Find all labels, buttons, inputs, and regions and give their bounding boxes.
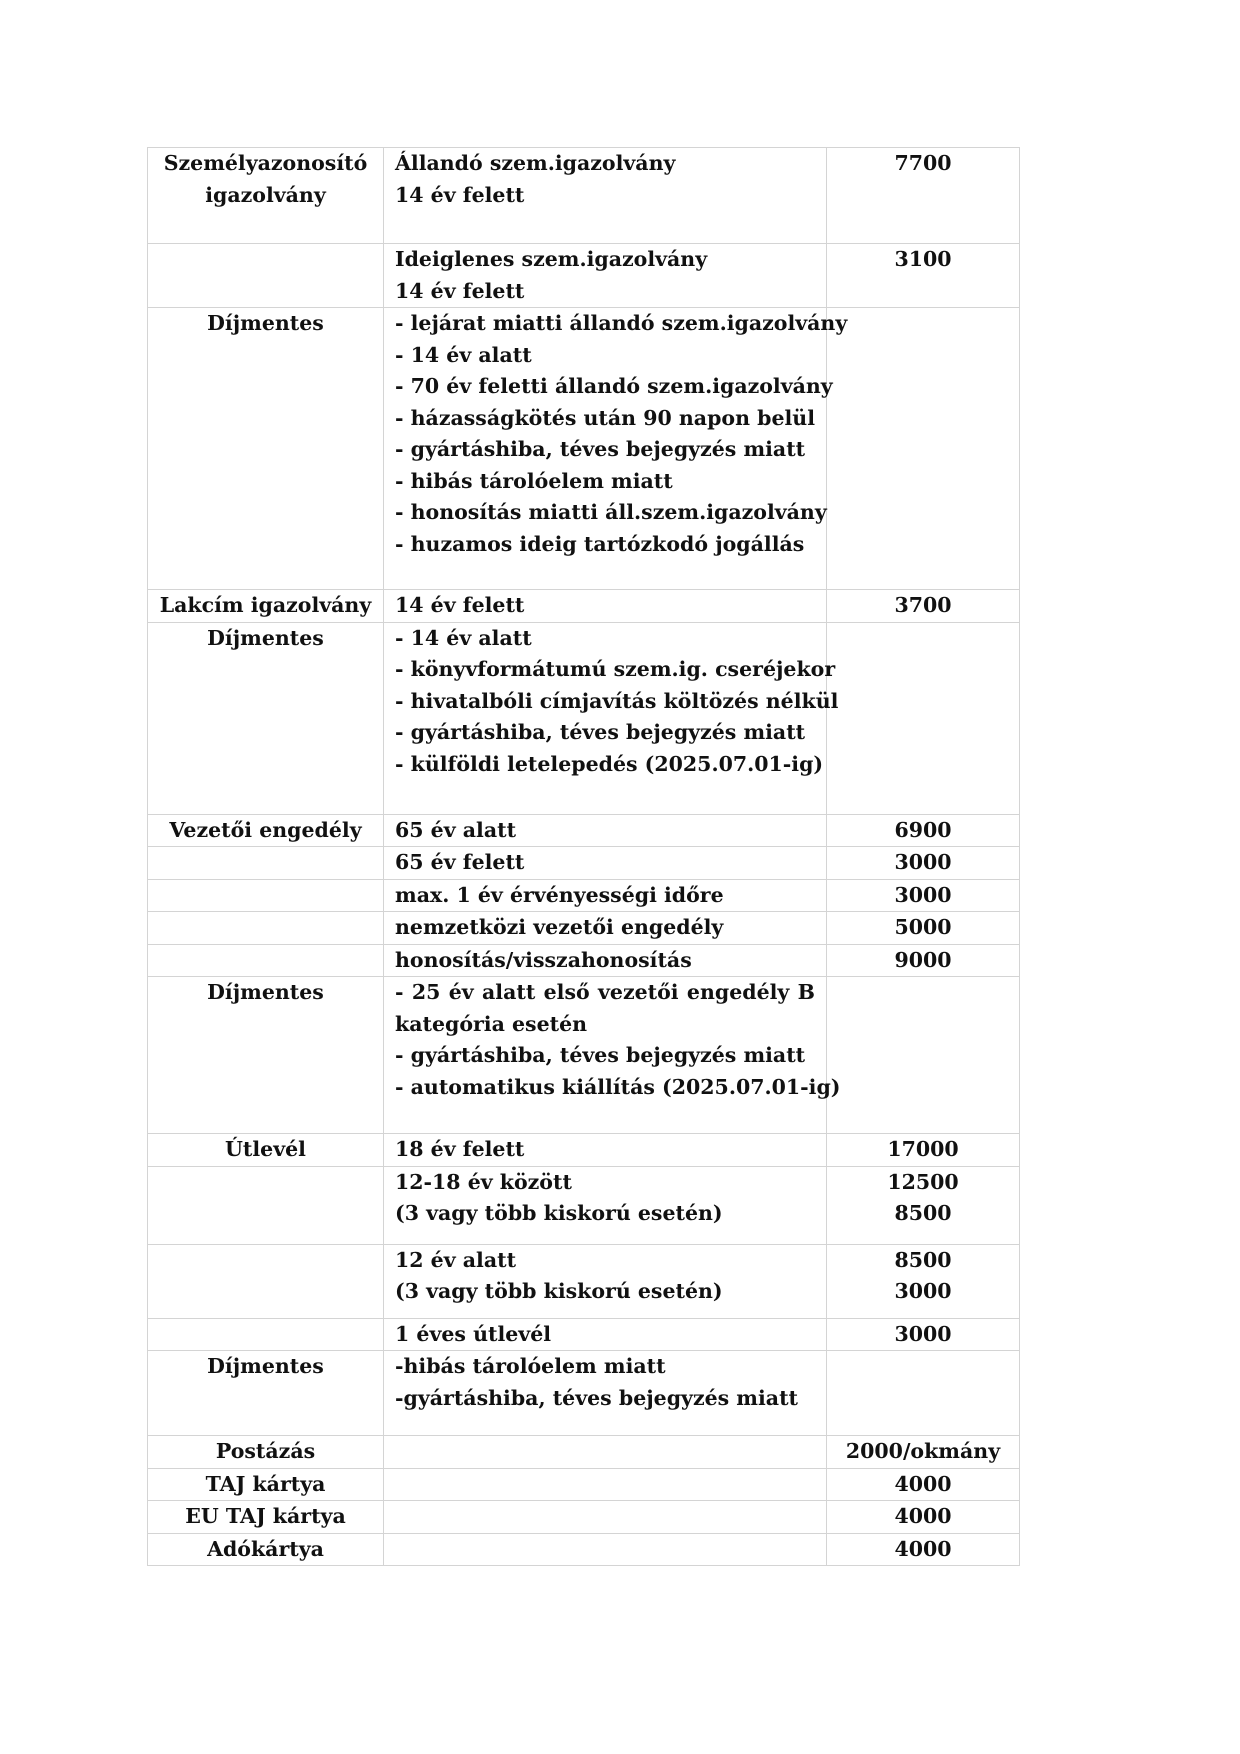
table-row <box>148 1351 1020 1436</box>
table-row <box>148 148 1020 244</box>
cell-line: 65 év felett <box>395 850 525 874</box>
cell-line: - 14 év alatt <box>395 342 532 367</box>
price-cell <box>827 622 1020 814</box>
cell-line: 12-18 év között <box>395 1169 572 1194</box>
description-cell <box>384 308 848 590</box>
cell-line: Lakcím igazolvány <box>159 593 372 617</box>
category-cell <box>148 244 384 308</box>
category-cell <box>148 1166 384 1244</box>
description-cell <box>384 1166 827 1244</box>
table-row <box>148 944 1020 977</box>
cell-line: Díjmentes <box>207 625 324 650</box>
cell-line: - hivatalbóli címjavítás költözés nélkül <box>395 688 839 713</box>
category-cell <box>148 1468 384 1501</box>
price-cell <box>827 1244 1020 1318</box>
cell-line: 3100 <box>894 247 952 271</box>
cell-line: 1 éves útlevél <box>395 1321 552 1346</box>
cell-line: Díjmentes <box>207 980 324 1004</box>
description-cell <box>384 148 827 244</box>
price-cell <box>827 879 1020 912</box>
price-cell <box>827 1468 1020 1501</box>
description-cell <box>384 244 827 308</box>
cell-line: (3 vagy több kiskorú esetén) <box>395 1279 723 1303</box>
description-cell <box>384 879 827 912</box>
cell-line: nemzetközi vezetői engedély <box>395 915 724 939</box>
description-cell <box>384 1134 827 1167</box>
description-cell <box>384 1468 827 1501</box>
price-cell <box>827 944 1020 977</box>
description-cell <box>384 944 827 977</box>
cell-line: 4000 <box>894 1504 952 1528</box>
description-cell <box>384 1244 827 1318</box>
price-cell <box>827 308 1020 590</box>
table-row <box>148 622 1020 814</box>
cell-line: Személyazonosító <box>163 151 368 175</box>
price-cell <box>827 1533 1020 1566</box>
fee-table-body <box>148 148 1020 1566</box>
category-cell <box>148 1436 384 1469</box>
price-cell <box>827 912 1020 945</box>
cell-line: - könyvformátumú szem.ig. cseréjekor <box>395 657 836 681</box>
cell-line: - gyártáshiba, téves bejegyzés miatt <box>395 720 806 744</box>
price-cell <box>827 1351 1020 1436</box>
description-cell <box>384 814 827 847</box>
category-cell <box>148 1533 384 1566</box>
price-cell <box>827 1166 1020 1244</box>
description-cell <box>384 1318 827 1351</box>
fee-table <box>147 147 1020 1566</box>
price-cell <box>827 1318 1020 1351</box>
table-row <box>148 1533 1020 1566</box>
cell-line: 9000 <box>894 947 952 972</box>
table-row <box>148 847 1020 880</box>
cell-line: 5000 <box>894 915 952 939</box>
cell-line: 14 év felett <box>395 593 525 617</box>
cell-line: - gyártáshiba, téves bejegyzés miatt <box>395 437 806 461</box>
cell-line: Ideiglenes szem.igazolvány <box>395 247 708 271</box>
category-cell <box>148 308 384 590</box>
category-cell <box>148 1501 384 1534</box>
price-cell <box>827 1501 1020 1534</box>
description-cell <box>384 590 827 623</box>
cell-line: 6900 <box>894 817 952 842</box>
table-row <box>148 590 1020 623</box>
table-row <box>148 308 1020 590</box>
cell-line: 12 év alatt <box>395 1247 517 1272</box>
cell-line: 65 év alatt <box>395 817 517 842</box>
cell-line: 18 év felett <box>395 1137 525 1161</box>
cell-line: (3 vagy több kiskorú esetén) <box>395 1201 723 1225</box>
cell-line: 14 év felett <box>395 278 525 303</box>
cell-line: 3700 <box>894 593 952 617</box>
cell-line: 4000 <box>894 1471 952 1496</box>
cell-line: - lejárat miatti állandó szem.igazolvány <box>395 311 848 335</box>
cell-line: 14 év felett <box>395 182 525 207</box>
cell-line: - házasságkötés után 90 napon belül <box>395 405 815 430</box>
price-cell <box>827 244 1020 308</box>
cell-line: Állandó szem.igazolvány <box>395 151 676 175</box>
category-cell <box>148 912 384 945</box>
description-cell <box>384 1533 827 1566</box>
cell-line: - automatikus kiállítás (2025.07.01-ig) <box>395 1074 841 1099</box>
table-row <box>148 1436 1020 1469</box>
category-cell <box>148 879 384 912</box>
cell-line: 3000 <box>894 882 952 907</box>
price-cell <box>827 814 1020 847</box>
cell-line: 8500 <box>894 1247 952 1272</box>
price-cell <box>827 148 1020 244</box>
category-cell <box>148 622 384 814</box>
table-row <box>148 1468 1020 1501</box>
category-cell <box>148 977 384 1134</box>
table-row <box>148 1166 1020 1244</box>
price-cell <box>827 590 1020 623</box>
cell-line: 8500 <box>894 1201 952 1225</box>
cell-line: - huzamos ideig tartózkodó jogállás <box>395 531 805 556</box>
description-cell <box>384 1501 827 1534</box>
cell-line: - 14 év alatt <box>395 625 532 650</box>
cell-line: 17000 <box>887 1137 959 1161</box>
description-cell <box>384 1436 827 1469</box>
category-cell <box>148 944 384 977</box>
table-row <box>148 1318 1020 1351</box>
cell-line: Díjmentes <box>207 311 324 335</box>
table-row <box>148 879 1020 912</box>
cell-line: 2000/okmány <box>845 1439 1001 1463</box>
cell-line: - honosítás miatti áll.szem.igazolvány <box>395 500 827 524</box>
price-cell <box>827 847 1020 880</box>
cell-line: - 70 év feletti állandó szem.igazolvány <box>395 374 833 398</box>
cell-line: Adókártya <box>207 1536 324 1561</box>
description-cell <box>384 1351 827 1436</box>
cell-line: -gyártáshiba, téves bejegyzés miatt <box>395 1385 799 1410</box>
table-row <box>148 814 1020 847</box>
cell-line: -hibás tárolóelem miatt <box>395 1354 666 1378</box>
cell-line: igazolvány <box>205 182 326 207</box>
table-row <box>148 1501 1020 1534</box>
table-row <box>148 1244 1020 1318</box>
cell-line: honosítás/visszahonosítás <box>395 947 692 972</box>
cell-line: 4000 <box>894 1536 952 1561</box>
cell-line: Díjmentes <box>207 1354 324 1378</box>
cell-line: max. 1 év érvényességi időre <box>395 882 724 907</box>
category-cell <box>148 1318 384 1351</box>
cell-line: Postázás <box>215 1439 316 1463</box>
cell-line: EU TAJ kártya <box>185 1504 346 1528</box>
category-cell <box>148 590 384 623</box>
cell-line: - 25 év alatt első vezetői engedély B kategória esetén <box>395 980 815 1036</box>
category-cell <box>148 847 384 880</box>
cell-line: 12500 <box>887 1169 959 1194</box>
cell-line: - gyártáshiba, téves bejegyzés miatt <box>395 1043 806 1067</box>
price-cell <box>827 1436 1020 1469</box>
category-cell <box>148 1134 384 1167</box>
category-cell <box>148 814 384 847</box>
description-cell <box>384 847 827 880</box>
table-row <box>148 1134 1020 1167</box>
category-cell <box>148 148 384 244</box>
table-row <box>148 912 1020 945</box>
category-cell <box>148 1244 384 1318</box>
cell-line: 3000 <box>894 1279 952 1303</box>
description-cell <box>384 977 841 1134</box>
cell-line: Útlevél <box>225 1137 306 1161</box>
cell-line: Vezetői engedély <box>169 817 362 842</box>
table-row <box>148 977 1020 1134</box>
description-cell <box>384 912 827 945</box>
cell-line: - külföldi letelepedés (2025.07.01-ig) <box>395 751 824 776</box>
cell-line: TAJ kártya <box>205 1471 326 1496</box>
cell-line: 3000 <box>894 1321 952 1346</box>
cell-line: 3000 <box>894 850 952 874</box>
table-row <box>148 244 1020 308</box>
category-cell <box>148 1351 384 1436</box>
cell-line: 7700 <box>894 151 952 175</box>
description-cell <box>384 622 839 814</box>
cell-line: - hibás tárolóelem miatt <box>395 468 673 493</box>
price-cell <box>827 977 1020 1134</box>
price-cell <box>827 1134 1020 1167</box>
